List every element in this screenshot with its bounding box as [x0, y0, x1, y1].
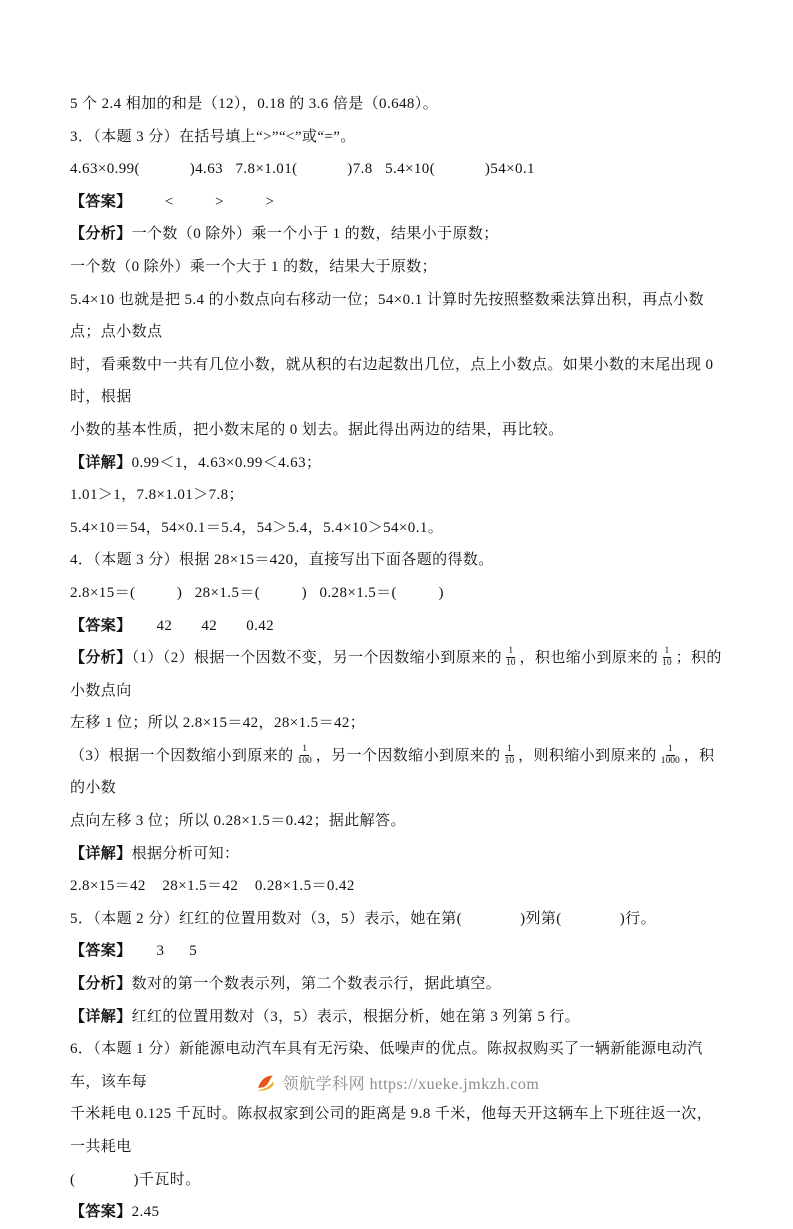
text-run: 5．（本题 2 分）红红的位置用数对（3，5）表示，她在第( )列第( )行。: [70, 910, 656, 927]
q5-heading: [70, 903, 723, 936]
q6-heading-2: [70, 1098, 723, 1163]
q4-expressions: [70, 577, 723, 610]
q4-analysis-3: [70, 740, 723, 805]
section-label: 【分析】: [70, 650, 132, 667]
text-run: ，积的小数: [70, 747, 715, 797]
q3-analysis-1: [70, 218, 723, 251]
q3-analysis-2: [70, 251, 723, 284]
q3-expressions: [70, 153, 723, 186]
section-label: 【分析】: [70, 226, 132, 243]
text-run: ；积的小数点向: [70, 650, 722, 699]
fraction-denominator: 1000: [660, 755, 680, 766]
q3-answer: [70, 186, 723, 219]
fraction-numerator: 1: [302, 744, 308, 755]
text-run: ，另一个因数缩小到原来的: [315, 747, 501, 764]
text-run: 时，看乘数中一共有几位小数，就从积的右边起数出几位，点上小数点。如果小数的末尾出现 0 时，根据: [70, 356, 718, 406]
fraction: [659, 744, 682, 767]
fraction-denominator: 10: [506, 658, 516, 669]
section-label: 【详解】: [70, 1008, 132, 1025]
text-run: 2.8×15＝( ) 28×1.5＝( ) 0.28×1.5＝( ): [70, 584, 444, 601]
q4-answer: [70, 610, 723, 643]
fraction-denominator: 100: [297, 755, 312, 766]
fraction-numerator: 1: [506, 744, 512, 755]
text-run: 千米耗电 0.125 千瓦时。陈叔叔家到公司的距离是 9.8 千米，他每天开这辆车上下班往返一次，一共耗电: [70, 1106, 713, 1155]
text-run: 4．（本题 3 分）根据 28×15＝420，直接写出下面各题的得数。: [70, 552, 494, 569]
q4-detail-2: [70, 870, 723, 903]
text-run: 5.4×10 也就是把 5.4 的小数点向右移动一位；54×0.1 计算时先按照整数乘法算出积，再点小数点；点小数点: [70, 291, 704, 341]
section-label: 【详解】: [70, 845, 132, 862]
text-run: 数对的第一个数表示列，第二个数表示行，据此填空。: [131, 976, 502, 993]
section-label: 【分析】: [70, 976, 132, 993]
text-run: 红红的位置用数对（3，5）表示，根据分析，她在第 3 列第 5 行。: [131, 1008, 581, 1025]
text-run: 4.63×0.99( )4.63 7.8×1.01( )7.8 5.4×10( )54×0.1: [70, 161, 535, 178]
q5-detail: [70, 1001, 723, 1034]
text-run: （1）（2）根据一个因数不变，另一个因数缩小到原来的: [131, 650, 503, 667]
q3-analysis-5: [70, 414, 723, 447]
text-run: 3．（本题 3 分）在括号填上“>”“<”或“=”。: [70, 128, 356, 145]
q4-analysis-2: [70, 707, 723, 740]
fraction-numerator: 1: [664, 646, 670, 657]
fraction: [503, 744, 517, 767]
section-label: 【答案】: [70, 617, 132, 634]
q5-answer: [70, 935, 723, 968]
text-run: 一个数（0 除外）乘一个大于 1 的数，结果大于原数；: [70, 258, 438, 275]
text-run: 左移 1 位；所以 2.8×15＝42，28×1.5＝42；: [70, 715, 366, 732]
fraction-denominator: 10: [504, 755, 515, 766]
q4-analysis-4: [70, 805, 723, 838]
section-label: 【详解】: [70, 454, 132, 471]
q4-heading: [70, 544, 723, 577]
q6-answer: [70, 1196, 723, 1229]
text-run: ，积也缩小到原来的: [519, 650, 659, 667]
xueke-logo-icon: [254, 1072, 276, 1094]
text-run: 5 个 2.4 相加的和是（12），0.18 的 3.6 倍是（0.648）。: [70, 96, 439, 112]
q3-detail-2: [70, 479, 723, 512]
text-run: < > >: [131, 193, 275, 210]
fraction: [504, 646, 518, 669]
section-label: 【答案】: [70, 193, 132, 210]
section-label: 【答案】: [70, 1204, 132, 1221]
q3-analysis-3: [70, 284, 723, 349]
fraction: [296, 744, 314, 767]
text-run: 小数的基本性质，把小数末尾的 0 划去。据此得出两边的结果，再比较。: [70, 421, 564, 438]
q5-analysis: [70, 968, 723, 1001]
fraction: [660, 646, 674, 669]
q4-analysis-1: [70, 642, 723, 707]
document-body: [70, 88, 723, 1229]
text-run: ( )千瓦时。: [70, 1171, 201, 1188]
fraction-denominator: 10: [662, 658, 672, 669]
text-run: （3）根据一个因数缩小到原来的: [70, 747, 294, 764]
q6-heading-3: [70, 1164, 723, 1197]
text-run: 2.8×15＝42 28×1.5＝42 0.28×1.5＝0.42: [70, 878, 355, 895]
text-run: 0.99＜1，4.63×0.99＜4.63；: [131, 454, 322, 471]
text-run: 6．（本题 1 分）新能源电动汽车具有无污染、低噪声的优点。陈叔叔购买了一辆新能源电动汽车，该车每: [70, 1041, 703, 1090]
section-label: 【答案】: [70, 943, 132, 960]
q3-detail-3: [70, 512, 723, 545]
text-run: 根据分析可知：: [131, 845, 240, 862]
text-run: ，则积缩小到原来的: [518, 747, 657, 764]
text-run: 一个数（0 除外）乘一个小于 1 的数，结果小于原数；: [131, 226, 499, 243]
text-run: 42 42 0.42: [131, 617, 275, 634]
text-run: 1.01＞1，7.8×1.01＞7.8；: [70, 487, 244, 504]
fraction-numerator: 1: [508, 646, 514, 657]
q3-analysis-4: [70, 349, 723, 414]
q4-detail-1: [70, 838, 723, 871]
q3-heading: [70, 121, 723, 154]
footer-site-text: 领航学科网 https://xueke.jmkzh.com: [282, 1076, 540, 1093]
text-run: 3 5: [131, 943, 198, 960]
text-run: 2.45: [131, 1204, 160, 1221]
q3-detail-1: [70, 447, 723, 480]
text-run: 点向左移 3 位；所以 0.28×1.5＝0.42；据此解答。: [70, 813, 406, 830]
fraction-numerator: 1: [667, 744, 673, 755]
q2-fill-answer-line: [70, 88, 723, 121]
footer: [0, 1071, 793, 1094]
text-run: 5.4×10＝54，54×0.1＝5.4，54＞5.4，5.4×10＞54×0.1。: [70, 519, 444, 536]
